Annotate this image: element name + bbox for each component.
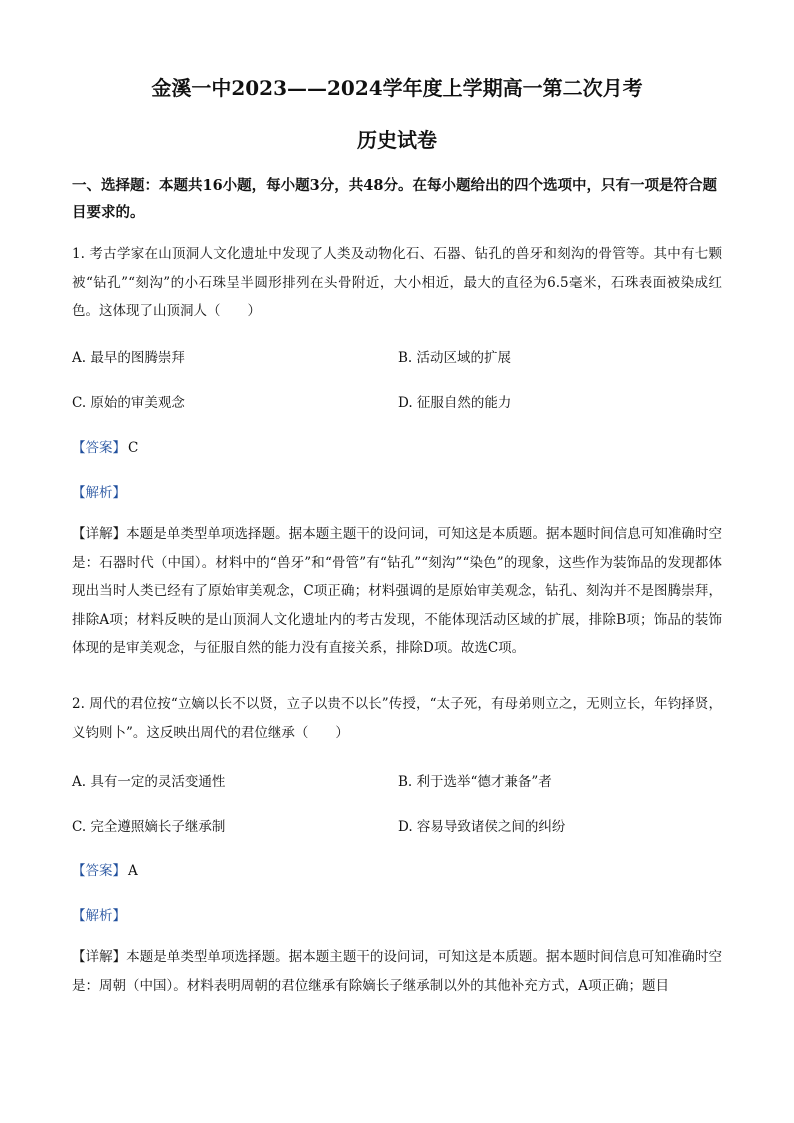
q1-answer bbox=[72, 436, 138, 456]
q2-analysis-label bbox=[72, 904, 126, 924]
q2-detail: 【详解】本题是单类型单项选择题。据本题主题干的设问词，可知这是本质题。据本题时间信息可知准确时空是：周朝（中国）。材料表明周朝的君位继承有除嫡长子继承制以外的其他补充方式，A项正确；题目 bbox=[72, 949, 722, 994]
q2-answer-label: 【答案】 bbox=[72, 863, 126, 879]
q1-answer-label: 【答案】 bbox=[72, 440, 126, 456]
exam-title: 金溪一中2023——2024学年度上学期高一第二次月考 bbox=[151, 76, 643, 100]
q1-analysis-label-text: 【解析】 bbox=[72, 485, 126, 501]
q2-analysis-label-text: 【解析】 bbox=[72, 908, 126, 924]
q2-option-b: B. 利于选举“德才兼备”者 bbox=[398, 774, 552, 790]
q1-option-c: C. 原始的审美观念 bbox=[72, 395, 185, 411]
q1-option-d: D. 征服自然的能力 bbox=[398, 395, 512, 411]
exam-subtitle: 历史试卷 bbox=[357, 128, 437, 152]
q1-option-b: B. 活动区域的扩展 bbox=[398, 350, 512, 366]
q1-answer-value: C bbox=[128, 440, 139, 456]
section-heading: 一、选择题：本题共16小题，每小题3分，共48分。在每小题给出的四个选项中，只有一项是符合题目要求的。 bbox=[72, 177, 717, 221]
q1-option-a: A. 最早的图腾崇拜 bbox=[72, 350, 185, 366]
q2-option-a: A. 具有一定的灵活变通性 bbox=[72, 774, 226, 790]
q2-answer bbox=[72, 859, 138, 879]
q2-answer-value: A bbox=[128, 863, 138, 879]
question-2-stem: 2. 周代的君位按“立嫡以长不以贤，立子以贵不以长”传授，“太子死，有母弟则立之，无则立长，年钧择贤，义钧则卜”。这反映出周代的君位继承（ ） bbox=[72, 696, 722, 741]
question-1-stem: 1. 考古学家在山顶洞人文化遗址中发现了人类及动物化石、石器、钻孔的兽牙和刻沟的骨管等。其中有七颗被“钻孔”“刻沟”的小石珠呈半圆形排列在头骨附近，大小相近，最大的直径为6.5毫米，石珠表面被染成红色。这体现了山顶洞人（ ） bbox=[72, 246, 722, 319]
q1-analysis-label bbox=[72, 481, 126, 501]
q2-option-d: D. 容易导致诸侯之间的纠纷 bbox=[398, 819, 566, 835]
q2-option-c: C. 完全遵照嫡长子继承制 bbox=[72, 819, 226, 835]
q1-detail: 【详解】本题是单类型单项选择题。据本题主题干的设问词，可知这是本质题。据本题时间信息可知准确时空是：石器时代（中国）。材料中的“兽牙”和“骨管”有“钻孔”“刻沟”“染色”的现象，这些作为装饰品的发现都体现出当时人类已经有了原始审美观念，C项正确；材料强调的是原始审美观念，钻孔、刻沟并不是图腾崇拜，排除A项；材料反映的是山顶洞人文化遗址内的考古发现，不能体现活动区域的扩展，排除B项；饰品的装饰体现的是审美观念，与征服自然的能力没有直接关系，排除D项。故选C项。 bbox=[72, 526, 722, 656]
